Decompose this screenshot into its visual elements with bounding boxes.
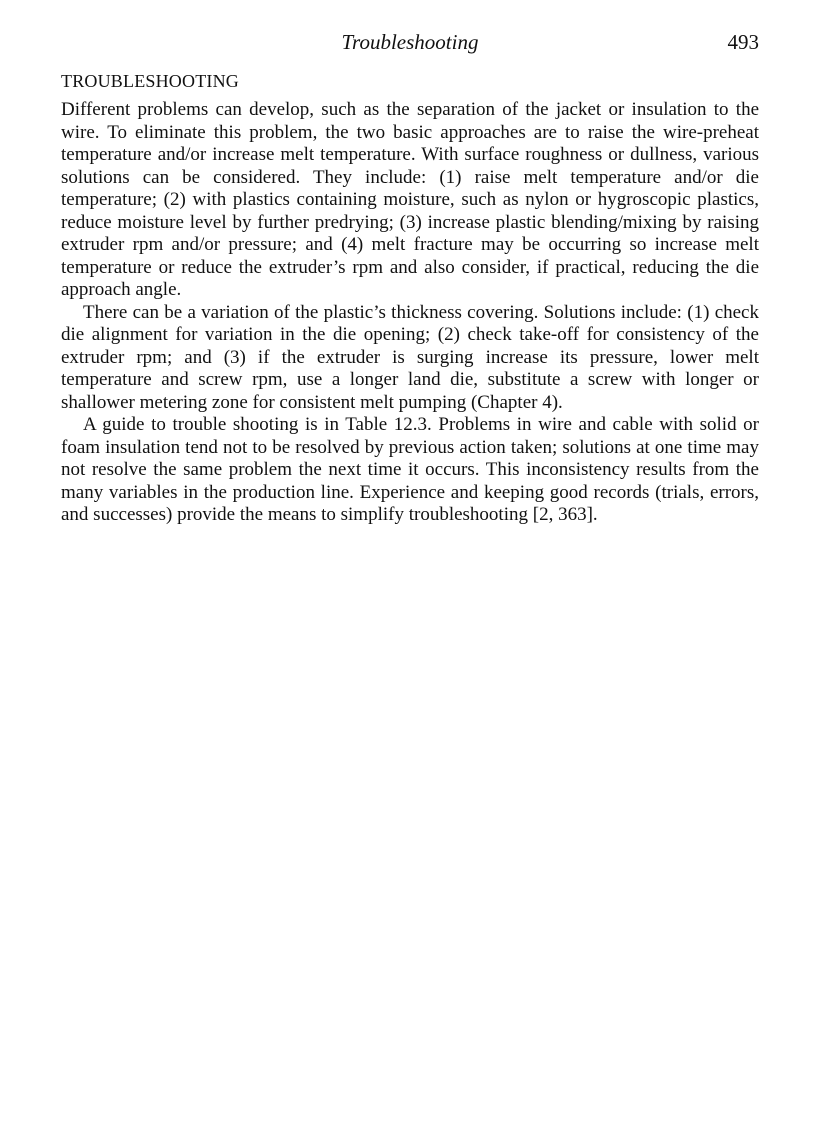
paragraph-3: A guide to trouble shooting is in Table 12.3. Problems in wire and cable with solid or foam insulation tend not to be resolved by previous action taken; solutions at one time may not resolve the same problem the next time it occurs. This inconsistency results from the many variables in the production line. Experience and keeping good records (trials, errors, and successes) provide the means to simplify troubleshooting [2, 363].: [61, 414, 759, 525]
book-page: [61, 28, 759, 527]
paragraph-2: There can be a variation of the plastic’s thickness covering. Solutions include: (1) check die alignment for variation in the die opening; (2) check take-off for consistency of the extruder rpm; and (3) if the extruder is surging increase its pressure, lower melt temperature and screw rpm, use a longer land die, substitute a screw with longer or shallower metering zone for consistent melt pumping (Chapter 4).: [61, 301, 759, 413]
page-number: 493: [727, 30, 759, 54]
running-header: [61, 28, 759, 56]
section-heading: TROUBLESHOOTING: [61, 71, 239, 91]
paragraph-1: Different problems can develop, such as the separation of the jacket or insulation to the wire. To eliminate this problem, the two basic approaches are to raise the wire-preheat temperature and/or increase melt temperature. With surface roughness or dullness, various solutions can be considered. They include: (1) raise melt temperature and/or die temperature; (2) with plastics containing moisture, such as nylon or hygroscopic plastics, reduce moisture level by further predrying; (3) increase plastic blending/mixing by raising extruder rpm and/or pressure; and (4) melt fracture may be occurring so increase melt temperature or reduce the extruder’s rpm and also consider, if practical, reducing the die approach angle.: [61, 99, 759, 300]
running-title: Troubleshooting: [341, 30, 479, 54]
